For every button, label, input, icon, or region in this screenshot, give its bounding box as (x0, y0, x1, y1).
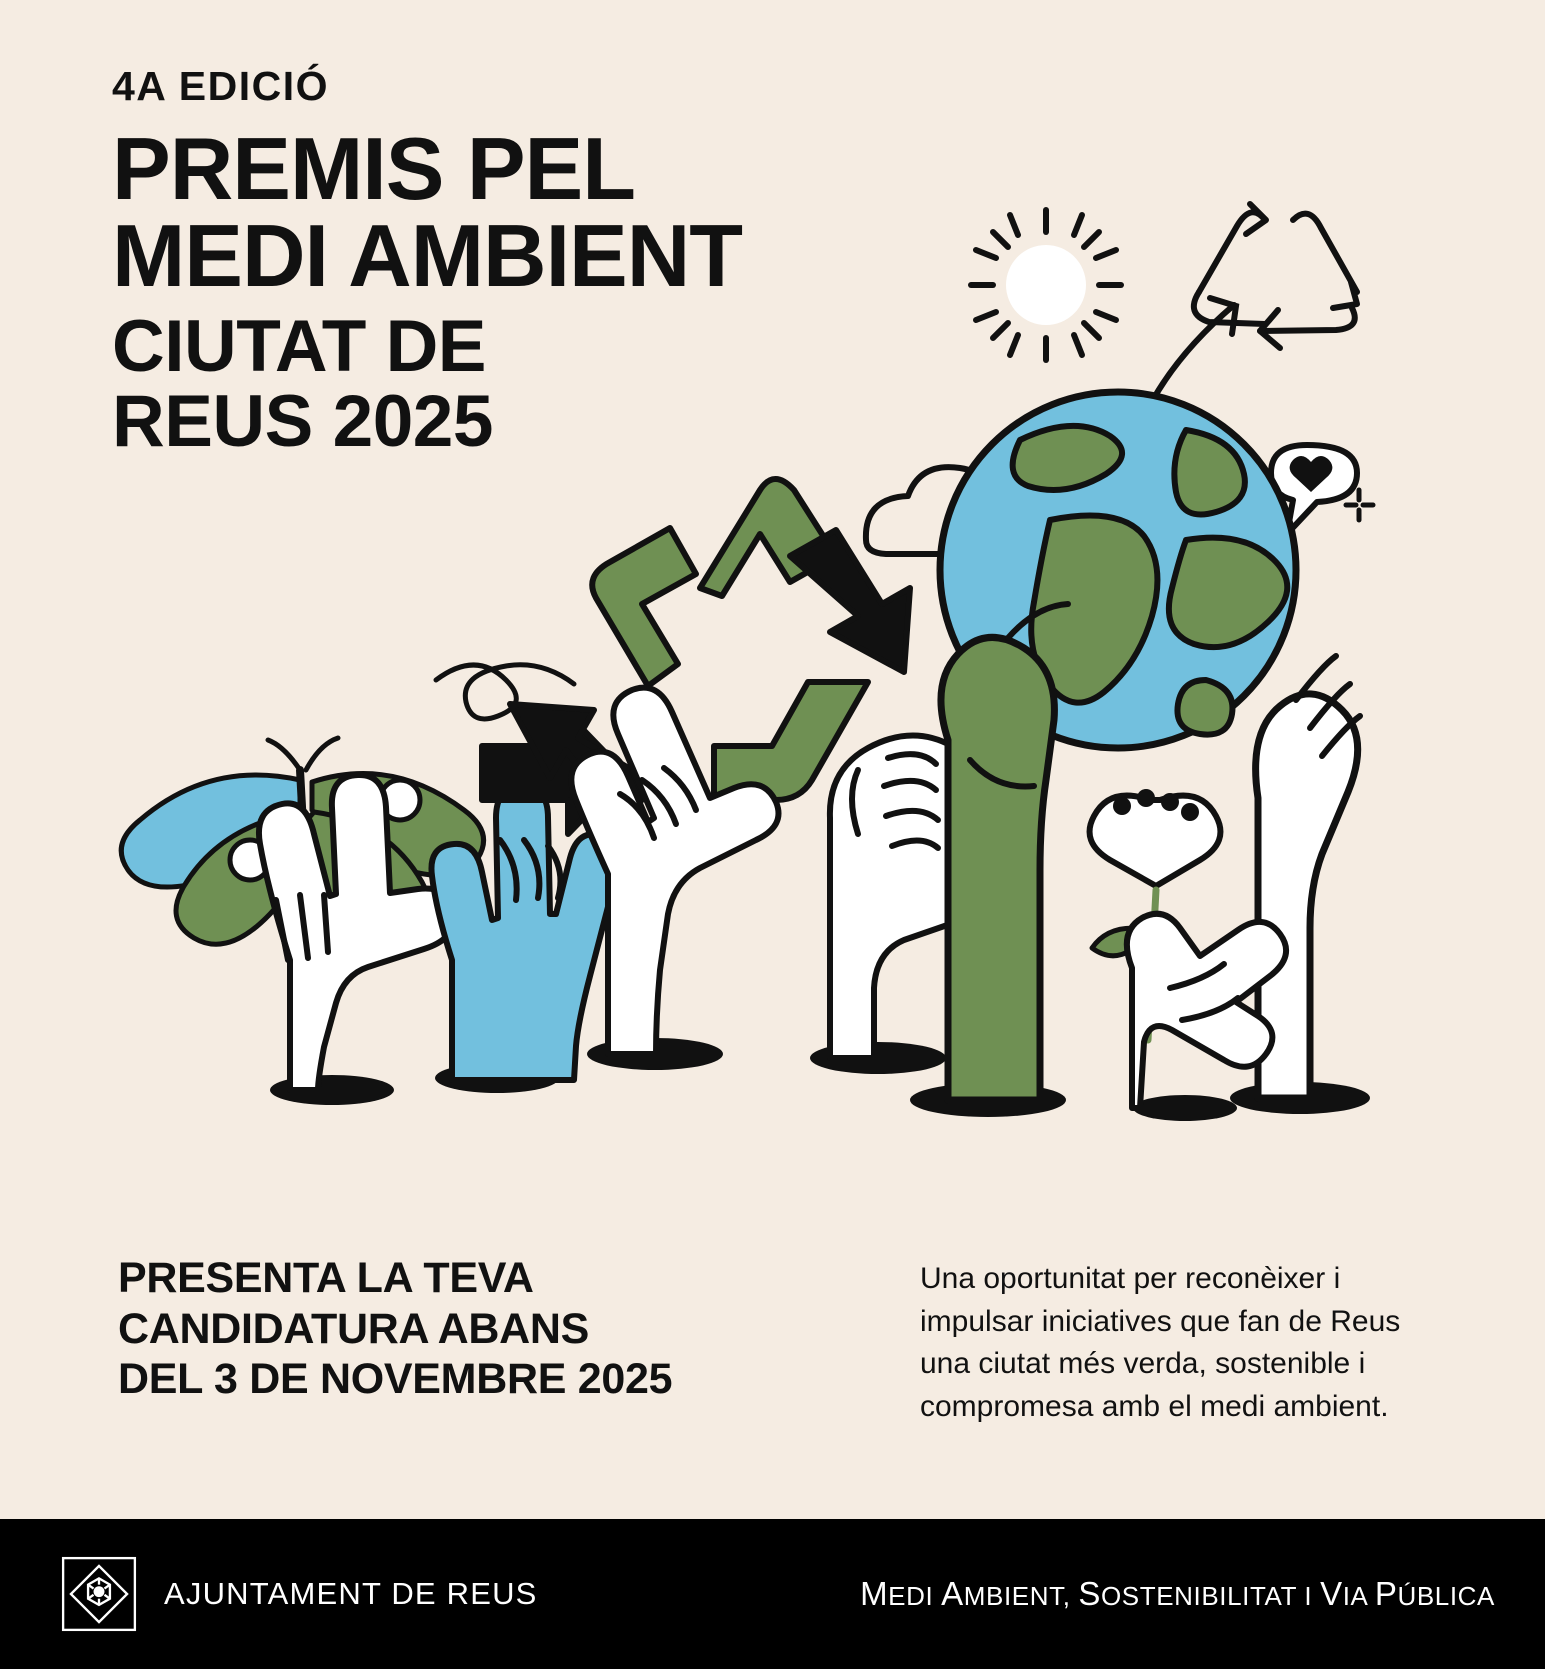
footer-department-label (860, 1575, 1495, 1613)
subtitle-line-2: REUS 2025 (112, 381, 493, 463)
dept-part-6: OSTENIBILITAT I (1100, 1581, 1321, 1611)
footer-left-group (60, 1555, 538, 1633)
dept-part-4: MBIENT, (963, 1581, 1079, 1611)
hands-environment-illustration (0, 140, 1545, 1200)
dept-part-3: A (941, 1575, 964, 1612)
deadline-line-3: DEL 3 DE NOVEMBRE 2025 (118, 1355, 673, 1404)
dept-part-9: P (1374, 1575, 1398, 1612)
footer-bar (0, 1519, 1545, 1669)
dept-part-2: EDI (888, 1581, 942, 1611)
reus-coat-of-arms-icon (60, 1555, 138, 1633)
title-line-2: MEDI AMBIENT (112, 206, 743, 306)
deadline-line-2: CANDIDATURA ABANS (118, 1304, 590, 1353)
dept-part-10: ÚBLICA (1397, 1581, 1495, 1611)
subtitle-line-1: CIUTAT DE (112, 306, 486, 388)
edition-label: 4A EDICIÓ (112, 63, 330, 109)
footer-city-label: AJUNTAMENT DE REUS (164, 1576, 538, 1611)
dept-part-1: M (860, 1575, 889, 1612)
sun-icon (971, 210, 1121, 360)
dept-part-8: IA (1342, 1581, 1375, 1611)
deadline-text (118, 1253, 838, 1405)
title-line-1: PREMIS PEL (112, 119, 635, 218)
deadline-line-1: PRESENTA LA TEVA (118, 1254, 534, 1302)
dept-part-5: S (1078, 1575, 1101, 1612)
recycle-triangle-icon (1194, 204, 1357, 348)
green-arm-globe (941, 604, 1068, 1100)
dept-part-7: V (1320, 1575, 1343, 1612)
description-text: Una oportunitat per reconèixer i impulsar iniciatives que fan de Reus una ciutat més verda, sostenible i compromesa amb el medi ambient. (920, 1262, 1401, 1423)
